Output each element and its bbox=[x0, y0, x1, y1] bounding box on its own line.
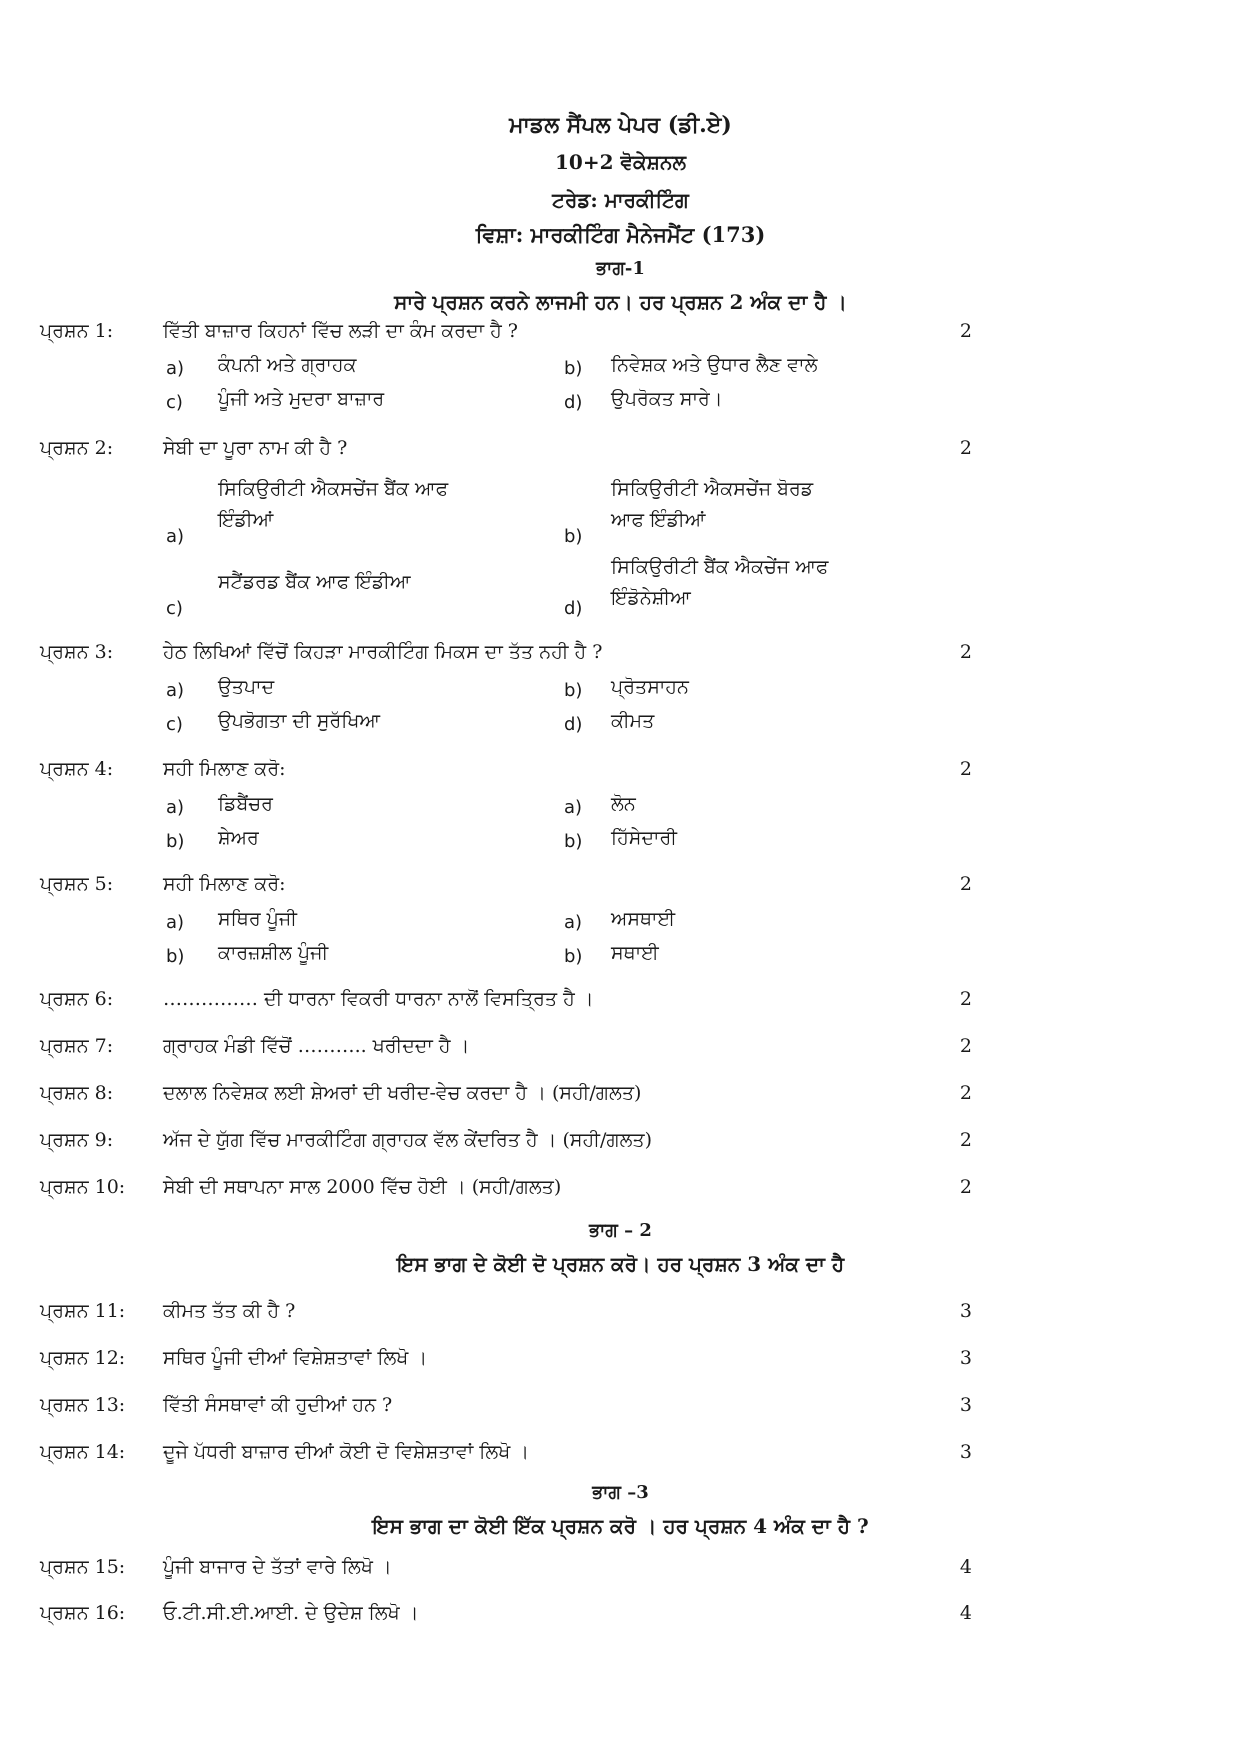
question-label: ਪ੍ਰਸ਼ਨ 1: bbox=[40, 320, 114, 342]
question-label: ਪ੍ਰਸ਼ਨ 12: bbox=[40, 1347, 126, 1369]
question-marks: 3 bbox=[959, 1347, 972, 1369]
subject-title: ਵਿਸ਼ਾ: ਮਾਰਕੀਟਿੰਗ ਮੈਨੇਜਮੈਂਟ (173) bbox=[475, 222, 766, 247]
option-letter: c) bbox=[166, 714, 183, 735]
option-text: ਪ੍ਰੋਤਸਾਹਨ bbox=[611, 676, 689, 698]
question-label: ਪ੍ਰਸ਼ਨ 5: bbox=[40, 873, 114, 895]
option-letter: a) bbox=[166, 680, 185, 701]
question-5 bbox=[0, 873, 1241, 907]
question-label: ਪ੍ਰਸ਼ਨ 11: bbox=[40, 1300, 126, 1322]
question-label: ਪ੍ਰਸ਼ਨ 6: bbox=[40, 988, 114, 1010]
question-marks: 2 bbox=[959, 1129, 972, 1151]
trade-title: ਟਰੇਡ: ਮਾਰਕੀਟਿੰਗ bbox=[552, 188, 689, 212]
option-text: ਸਥਾਈ bbox=[611, 942, 659, 964]
question-6 bbox=[0, 988, 1241, 1022]
question-text: …………… ਦੀ ਧਾਰਨਾ ਵਿਕਰੀ ਧਾਰਨਾ ਨਾਲੋਂ ਵਿਸਤ੍ਰਿਤ ਹੈ । bbox=[163, 988, 594, 1010]
question-3 bbox=[0, 641, 1241, 675]
part3-instruction: ਇਸ ਭਾਗ ਦਾ ਕੋਈ ਇੱਕ ਪ੍ਰਸ਼ਨ ਕਰੋ । ਹਰ ਪ੍ਰਸ਼ਨ 4 ਅੰਕ ਦਾ ਹੈ ? bbox=[372, 1514, 869, 1538]
option-text: ਡਿਬੈਂਚਰ bbox=[218, 793, 273, 815]
question-16 bbox=[0, 1602, 1241, 1636]
question-text: ਦੂਜੇ ਪੱਧਰੀ ਬਾਜ਼ਾਰ ਦੀਆਂ ਕੋਈ ਦੋ ਵਿਸ਼ੇਸ਼ਤਾਵਾਂ ਲਿਖੋ । bbox=[163, 1441, 530, 1463]
option-text: ਕਾਰਜ਼ਸ਼ੀਲ ਪੂੰਜੀ bbox=[218, 942, 329, 964]
option-letter: b) bbox=[564, 680, 583, 701]
option-text: ਉਤਪਾਦ bbox=[218, 676, 275, 698]
question-text: ਸੇਬੀ ਦਾ ਪੂਰਾ ਨਾਮ ਕੀ ਹੈ ? bbox=[163, 437, 348, 459]
question-1 bbox=[0, 320, 1241, 354]
question-marks: 2 bbox=[959, 758, 972, 780]
part2-heading: ਭਾਗ – 2 bbox=[589, 1220, 652, 1241]
question-marks: 4 bbox=[959, 1556, 972, 1578]
question-marks: 3 bbox=[959, 1394, 972, 1416]
question-marks: 2 bbox=[959, 641, 972, 663]
part3-heading: ਭਾਗ –3 bbox=[592, 1482, 649, 1503]
question-label: ਪ੍ਰਸ਼ਨ 14: bbox=[40, 1441, 126, 1463]
question-7 bbox=[0, 1035, 1241, 1069]
question-marks: 2 bbox=[959, 320, 972, 342]
option-text: ਸਿਕਿਉਰੀਟੀ ਐਕਸਚੇਂਜ ਬੋਰਡ ਆਫ ਇੰਡੀਆਂ bbox=[611, 478, 814, 531]
option-text: ਅਸਥਾਈ bbox=[611, 908, 676, 930]
question-2 bbox=[0, 437, 1241, 471]
question-text: ਅੱਜ ਦੇ ਯੁੱਗ ਵਿੱਚ ਮਾਰਕੀਟਿੰਗ ਗ੍ਰਾਹਕ ਵੱਲ ਕੇਂਦਰਿਤ ਹੈ । (ਸਹੀ/ਗਲਤ) bbox=[163, 1129, 652, 1151]
question-marks: 3 bbox=[959, 1300, 972, 1322]
question-11 bbox=[0, 1300, 1241, 1334]
question-text: ਵਿੱਤੀ ਬਾਜ਼ਾਰ ਕਿਹਨਾਂ ਵਿੱਚ ਲੜੀ ਦਾ ਕੰਮ ਕਰਦਾ ਹੈ ? bbox=[163, 320, 518, 342]
option-letter: b) bbox=[166, 946, 185, 967]
option-text: ਸ਼ੇਅਰ bbox=[218, 827, 259, 849]
option-text: ਕੰਪਨੀ ਅਤੇ ਗ੍ਰਾਹਕ bbox=[218, 354, 357, 376]
question-label: ਪ੍ਰਸ਼ਨ 13: bbox=[40, 1394, 126, 1416]
option-text: ਸਟੈਂਡਰਡ ਬੈਂਕ ਆਫ ਇੰਡੀਆ bbox=[218, 571, 411, 593]
question-8 bbox=[0, 1082, 1241, 1116]
question-marks: 2 bbox=[959, 437, 972, 459]
question-label: ਪ੍ਰਸ਼ਨ 4: bbox=[40, 758, 114, 780]
question-text: ਵਿੱਤੀ ਸੰਸਥਾਵਾਂ ਕੀ ਹੁਦੀਆਂ ਹਨ ? bbox=[163, 1394, 393, 1416]
option-text: ਉਪਰੋਕਤ ਸਾਰੇ। bbox=[611, 388, 723, 410]
option-text: ਸਿਕਿਉਰੀਟੀ ਬੈਂਕ ਐਕਚੇਂਜ ਆਫ ਇੰਡੋਨੇਸ਼ੀਆ bbox=[611, 556, 829, 609]
option-letter: d) bbox=[564, 392, 583, 413]
question-9 bbox=[0, 1129, 1241, 1163]
question-text: ਪੂੰਜੀ ਬਾਜਾਰ ਦੇ ਤੱਤਾਂ ਵਾਰੇ ਲਿਖੋ । bbox=[163, 1556, 392, 1578]
option-letter: a) bbox=[564, 797, 583, 818]
question-marks: 2 bbox=[959, 988, 972, 1010]
question-label: ਪ੍ਰਸ਼ਨ 8: bbox=[40, 1082, 114, 1104]
option-letter: b) bbox=[166, 831, 185, 852]
question-text: ਸਹੀ ਮਿਲਾਣ ਕਰੋ: bbox=[163, 758, 286, 780]
question-marks: 3 bbox=[959, 1441, 972, 1463]
option-letter: a) bbox=[166, 526, 185, 547]
option-text: ਪੂੰਜੀ ਅਤੇ ਮੁਦਰਾ ਬਾਜ਼ਾਰ bbox=[218, 388, 385, 410]
question-4 bbox=[0, 758, 1241, 792]
question-marks: 2 bbox=[959, 1035, 972, 1057]
question-14 bbox=[0, 1441, 1241, 1475]
question-label: ਪ੍ਰਸ਼ਨ 9: bbox=[40, 1129, 114, 1151]
option-text: ਲੋਨ bbox=[611, 793, 636, 815]
option-letter: d) bbox=[564, 598, 583, 619]
option-letter: b) bbox=[564, 526, 583, 547]
option-text: ਨਿਵੇਸ਼ਕ ਅਤੇ ਉਧਾਰ ਲੈਣ ਵਾਲੇ bbox=[611, 354, 818, 376]
question-label: ਪ੍ਰਸ਼ਨ 2: bbox=[40, 437, 114, 459]
question-text: ਸਥਿਰ ਪੂੰਜੀ ਦੀਆਂ ਵਿਸ਼ੇਸ਼ਤਾਵਾਂ ਲਿਖੋ । bbox=[163, 1347, 428, 1369]
option-letter: a) bbox=[564, 912, 583, 933]
question-10 bbox=[0, 1176, 1241, 1210]
question-marks: 2 bbox=[959, 1082, 972, 1104]
option-text: ਹਿੱਸੇਦਾਰੀ bbox=[611, 827, 677, 849]
option-letter: d) bbox=[564, 714, 583, 735]
question-text: ਓ.ਟੀ.ਸੀ.ਈ.ਆਈ. ਦੇ ਉਦੇਸ਼ ਲਿਖੋ । bbox=[163, 1602, 419, 1624]
question-13 bbox=[0, 1394, 1241, 1428]
option-letter: b) bbox=[564, 946, 583, 967]
question-text: ਹੇਠ ਲਿਖਿਆਂ ਵਿੱਚੋਂ ਕਿਹੜਾ ਮਾਰਕੀਟਿੰਗ ਮਿਕਸ ਦਾ ਤੱਤ ਨਹੀ ਹੈ ? bbox=[163, 641, 603, 663]
option-letter: c) bbox=[166, 598, 183, 619]
question-label: ਪ੍ਰਸ਼ਨ 7: bbox=[40, 1035, 114, 1057]
question-marks: 4 bbox=[959, 1602, 972, 1624]
question-12 bbox=[0, 1347, 1241, 1381]
option-letter: b) bbox=[564, 831, 583, 852]
question-text: ਗ੍ਰਾਹਕ ਮੰਡੀ ਵਿੱਚੋਂ ……….. ਖਰੀਦਦਾ ਹੈ । bbox=[163, 1035, 470, 1057]
question-marks: 2 bbox=[959, 873, 972, 895]
question-label: ਪ੍ਰਸ਼ਨ 16: bbox=[40, 1602, 126, 1624]
question-marks: 2 bbox=[959, 1176, 972, 1198]
question-15 bbox=[0, 1556, 1241, 1590]
option-letter: a) bbox=[166, 358, 185, 379]
class-title: 10+2 ਵੋਕੇਸ਼ਨਲ bbox=[555, 150, 686, 174]
option-text: ਕੀਮਤ bbox=[611, 710, 655, 732]
option-letter: c) bbox=[166, 392, 183, 413]
question-label: ਪ੍ਰਸ਼ਨ 10: bbox=[40, 1176, 126, 1198]
question-label: ਪ੍ਰਸ਼ਨ 15: bbox=[40, 1556, 126, 1578]
option-letter: a) bbox=[166, 797, 185, 818]
option-text: ਸਥਿਰ ਪੂੰਜੀ bbox=[218, 908, 298, 930]
question-text: ਕੀਮਤ ਤੱਤ ਕੀ ਹੈ ? bbox=[163, 1300, 296, 1322]
paper-title: ਮਾਡਲ ਸੈਂਪਲ ਪੇਪਰ (ਡੀ.ਏ) bbox=[509, 112, 732, 138]
part1-instruction: ਸਾਰੇ ਪ੍ਰਸ਼ਨ ਕਰਨੇ ਲਾਜਮੀ ਹਨ। ਹਰ ਪ੍ਰਸ਼ਨ 2 ਅੰਕ ਦਾ ਹੈ । bbox=[394, 290, 847, 314]
part1-heading: ਭਾਗ-1 bbox=[596, 258, 645, 279]
question-text: ਸੇਬੀ ਦੀ ਸਥਾਪਨਾ ਸਾਲ 2000 ਵਿੱਚ ਹੋਈ । (ਸਹੀ/ਗਲਤ) bbox=[163, 1176, 562, 1198]
option-text: ਉਪਭੋਗਤਾ ਦੀ ਸੁਰੱਖਿਆ bbox=[218, 710, 381, 732]
option-letter: a) bbox=[166, 912, 185, 933]
part2-instruction: ਇਸ ਭਾਗ ਦੇ ਕੋਈ ਦੋ ਪ੍ਰਸ਼ਨ ਕਰੋ। ਹਰ ਪ੍ਰਸ਼ਨ 3 ਅੰਕ ਦਾ ਹੈ bbox=[396, 1252, 845, 1276]
question-text: ਦਲਾਲ ਨਿਵੇਸ਼ਕ ਲਈ ਸ਼ੇਅਰਾਂ ਦੀ ਖਰੀਦ-ਵੇਚ ਕਰਦਾ ਹੈ । (ਸਹੀ/ਗਲਤ) bbox=[163, 1082, 642, 1104]
question-label: ਪ੍ਰਸ਼ਨ 3: bbox=[40, 641, 114, 663]
question-text: ਸਹੀ ਮਿਲਾਣ ਕਰੋ: bbox=[163, 873, 286, 895]
option-text: ਸਿਕਿਉਰੀਟੀ ਐਕਸਚੇਂਜ ਬੈਂਕ ਆਫ ਇੰਡੀਆਂ bbox=[218, 478, 449, 531]
option-letter: b) bbox=[564, 358, 583, 379]
